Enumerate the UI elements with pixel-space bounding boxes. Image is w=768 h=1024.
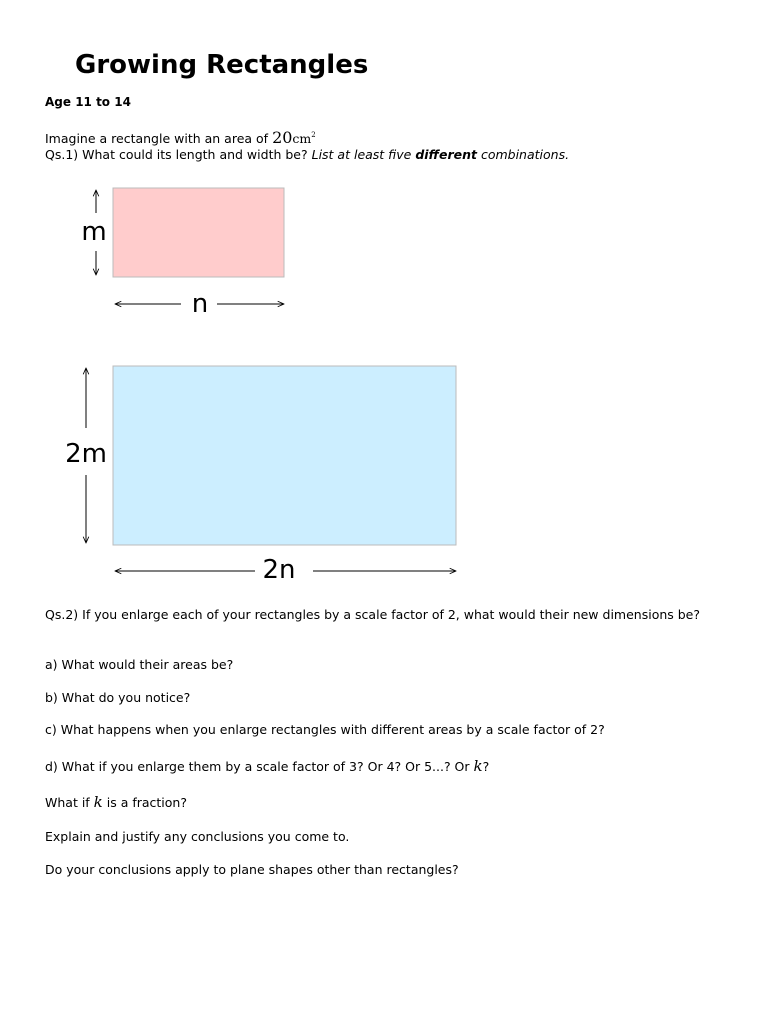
q2d-suffix: ? — [482, 759, 490, 774]
question-2a: a) What would their areas be? — [45, 657, 234, 672]
q1-italic-end: combinations. — [476, 147, 570, 162]
q1-bold-word: different — [415, 147, 477, 162]
q1-italic-start: List at least five — [311, 147, 416, 162]
small-height-label: m — [81, 217, 107, 247]
intro-line — [45, 127, 316, 147]
question-2: Qs.2) If you enlarge each of your rectangles by a scale factor of 2, what would their new dimensions be? — [45, 607, 701, 622]
age-range: Age 11 to 14 — [45, 95, 131, 109]
intro-text: Imagine a rectangle with an area of — [45, 131, 273, 146]
plane-shapes-question: Do your conclusions apply to plane shapes other than rectangles? — [45, 862, 459, 877]
q2d-variable: k — [473, 757, 483, 775]
area-unit: cm — [292, 131, 312, 146]
fraction-question — [45, 794, 187, 811]
large-rectangle — [113, 366, 456, 545]
question-2d — [45, 758, 489, 775]
area-exponent: 2 — [311, 131, 316, 139]
fraction-suffix: is a fraction? — [102, 795, 187, 810]
page-title: Growing Rectangles — [75, 50, 369, 80]
q1-prefix: Qs.1) What could its length and width be? — [45, 147, 312, 162]
q2d-prefix: d) What if you enlarge them by a scale factor of 3? Or 4? Or 5...? Or — [45, 759, 474, 774]
small-width-label: n — [191, 289, 209, 319]
question-2c: c) What happens when you enlarge rectangles with different areas by a scale factor of 2? — [45, 722, 605, 737]
question-2b: b) What do you notice? — [45, 690, 191, 705]
fraction-prefix: What if — [45, 795, 94, 810]
small-rectangle — [113, 188, 284, 277]
large-width-label: 2n — [262, 555, 296, 585]
question-1 — [45, 147, 569, 163]
large-height-label: 2m — [65, 439, 107, 469]
explain-instruction: Explain and justify any conclusions you come to. — [45, 829, 350, 844]
fraction-variable: k — [93, 793, 103, 811]
area-value: 20 — [272, 128, 293, 147]
